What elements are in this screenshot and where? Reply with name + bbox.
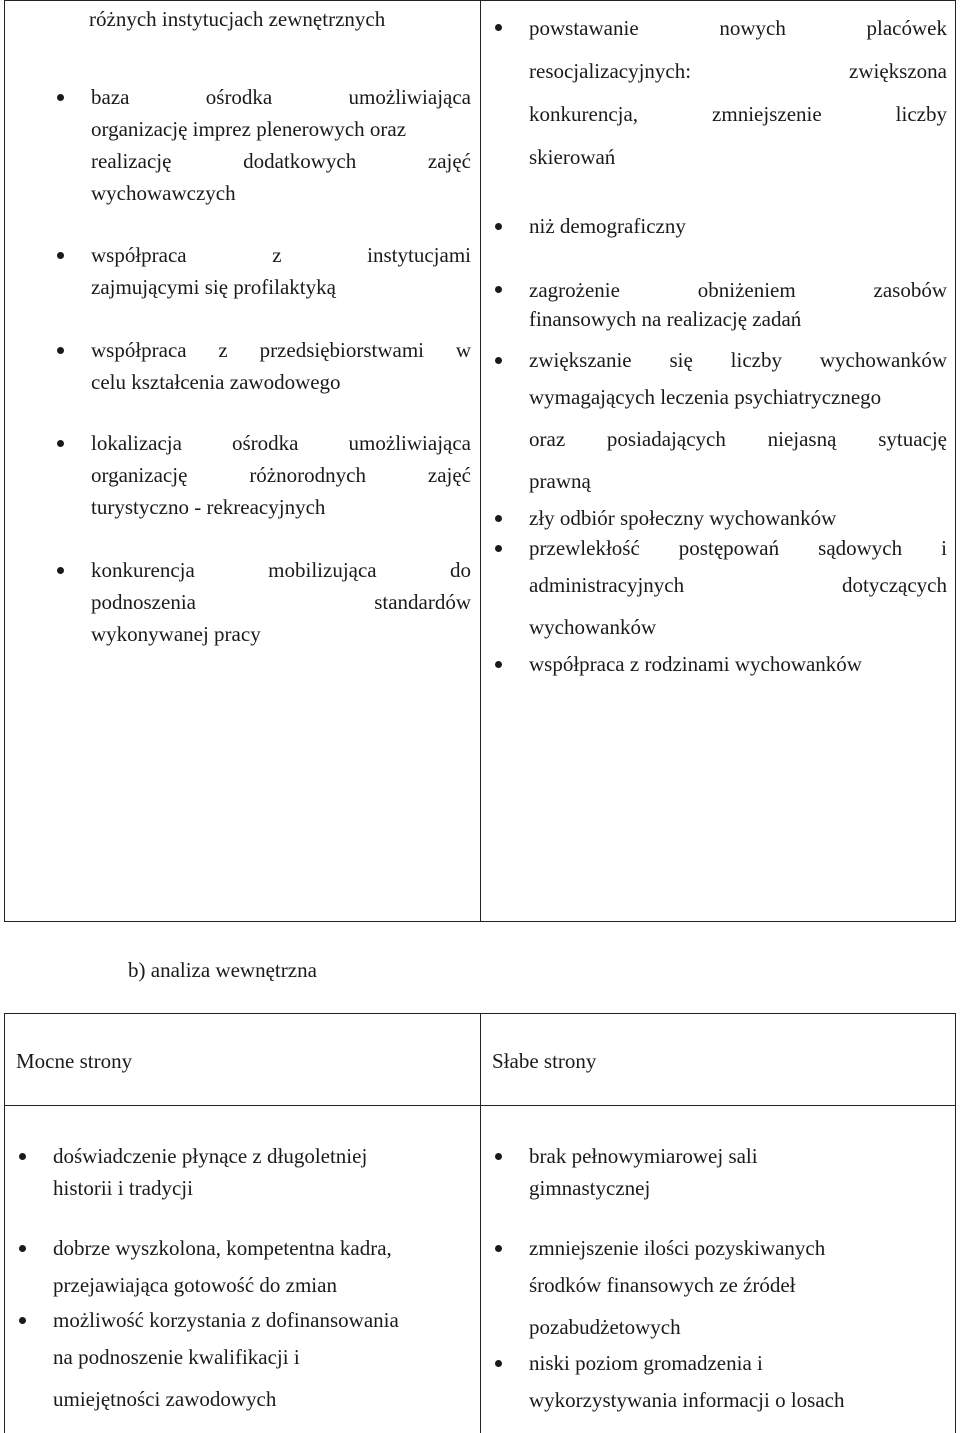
header-divider xyxy=(5,1105,955,1106)
list-item xyxy=(529,648,947,680)
weaknesses-header: Słabe strony xyxy=(492,1049,597,1073)
list-item xyxy=(53,1304,471,1420)
item-line: przewlekłość postępowań sądowych i xyxy=(529,536,947,560)
bullet-icon xyxy=(495,661,502,668)
opportunities-threats-table xyxy=(4,0,956,922)
list-item xyxy=(529,1232,947,1348)
item-line: niż demograficzny xyxy=(529,214,686,238)
strengths-header: Mocne strony xyxy=(16,1049,133,1073)
bullet-icon xyxy=(495,286,502,293)
item-line: powstawanie nowych placówek xyxy=(529,16,947,40)
list-item xyxy=(53,1232,471,1306)
list-item xyxy=(529,210,947,242)
item-line: niski poziom gromadzenia i xyxy=(529,1351,763,1375)
item-line: współpraca z rodzinami wychowanków xyxy=(529,652,862,676)
opportunities-intro-line: różnych instytucjach zewnętrznych xyxy=(89,7,386,31)
list-item xyxy=(91,427,471,523)
list-item xyxy=(91,239,471,303)
list-item xyxy=(529,1140,947,1204)
item-line: możliwość korzystania z dofinansowania xyxy=(53,1308,399,1332)
bullet-icon xyxy=(495,1245,502,1252)
column-divider xyxy=(480,1,481,921)
item-line: administracyjnych dotyczących xyxy=(529,573,947,597)
item-line: resocjalizacyjnych: zwiększona xyxy=(529,59,947,83)
bullet-icon xyxy=(495,24,502,31)
list-item xyxy=(529,502,947,534)
item-line: celu kształcenia zawodowego xyxy=(91,370,341,394)
item-line: organizację imprez plenerowych oraz xyxy=(91,117,407,141)
bullet-icon xyxy=(57,440,64,447)
item-line: wykorzystywania informacji o losach xyxy=(529,1388,845,1412)
item-line: współpraca z instytucjami xyxy=(91,243,471,267)
item-line: współpraca z przedsiębiorstwami w xyxy=(91,338,471,362)
item-line: baza ośrodka umożliwiająca xyxy=(91,85,471,109)
list-item xyxy=(529,7,947,179)
item-line: przejawiająca gotowość do zmian xyxy=(53,1273,337,1297)
bullet-icon xyxy=(57,347,64,354)
item-line: doświadczenie płynące z długoletniej xyxy=(53,1144,368,1168)
bullet-icon xyxy=(19,1317,26,1324)
item-line: finansowych na realizację zadań xyxy=(529,307,802,331)
list-item xyxy=(529,1347,947,1421)
item-line: konkurencja, zmniejszenie liczby xyxy=(529,102,947,126)
bullet-icon xyxy=(495,515,502,522)
bullet-icon xyxy=(495,223,502,230)
item-line: środków finansowych ze źródeł xyxy=(529,1273,796,1297)
section-heading: b) analiza wewnętrzna xyxy=(128,958,317,982)
list-item xyxy=(529,532,947,648)
item-line: pozabudżetowych xyxy=(529,1315,681,1339)
bullet-icon xyxy=(57,252,64,259)
item-line: konkurencja mobilizująca do xyxy=(91,558,471,582)
item-line: turystyczno - rekreacyjnych xyxy=(91,495,326,519)
item-line: lokalizacja ośrodka umożliwiająca xyxy=(91,431,471,455)
item-line: zwiększanie się liczby wychowanków xyxy=(529,348,947,372)
item-line: wychowanków xyxy=(529,615,657,639)
item-line: gimnastycznej xyxy=(529,1176,651,1200)
item-line: wymagających leczenia psychiatrycznego xyxy=(529,385,882,409)
item-line: organizację różnorodnych zajęć xyxy=(91,463,471,487)
bullet-icon xyxy=(495,545,502,552)
item-line: dobrze wyszkolona, kompetentna kadra, xyxy=(53,1236,392,1260)
bullet-icon xyxy=(57,94,64,101)
item-line: realizację dodatkowych zajęć xyxy=(91,149,471,173)
item-line: zły odbiór społeczny wychowanków xyxy=(529,506,837,530)
bullet-icon xyxy=(495,357,502,364)
item-line: oraz posiadających niejasną sytuację xyxy=(529,427,947,451)
item-line: prawną xyxy=(529,469,591,493)
item-line: brak pełnowymiarowej sali xyxy=(529,1144,758,1168)
item-line: historii i tradycji xyxy=(53,1176,193,1200)
item-line: na podnoszenie kwalifikacji i xyxy=(53,1345,300,1369)
item-line: zmniejszenie ilości pozyskiwanych xyxy=(529,1236,826,1260)
strengths-weaknesses-table xyxy=(4,1013,956,1433)
item-line: podnoszenia standardów xyxy=(91,590,471,614)
bullet-icon xyxy=(495,1153,502,1160)
list-item xyxy=(91,334,471,398)
bullet-icon xyxy=(495,1360,502,1367)
bullet-icon xyxy=(19,1153,26,1160)
item-line: umiejętności zawodowych xyxy=(53,1387,277,1411)
item-line: zagrożenie obniżeniem zasobów xyxy=(529,278,947,302)
item-line: skierowań xyxy=(529,145,616,169)
item-line: zajmującymi się profilaktyką xyxy=(91,275,336,299)
bullet-icon xyxy=(19,1245,26,1252)
item-line: wykonywanej pracy xyxy=(91,622,261,646)
list-item xyxy=(529,344,947,502)
list-item xyxy=(529,269,947,341)
list-item xyxy=(53,1140,471,1204)
list-item xyxy=(91,81,471,209)
list-item xyxy=(91,554,471,650)
bullet-icon xyxy=(57,567,64,574)
item-line: wychowawczych xyxy=(91,181,236,205)
column-divider xyxy=(480,1014,481,1433)
